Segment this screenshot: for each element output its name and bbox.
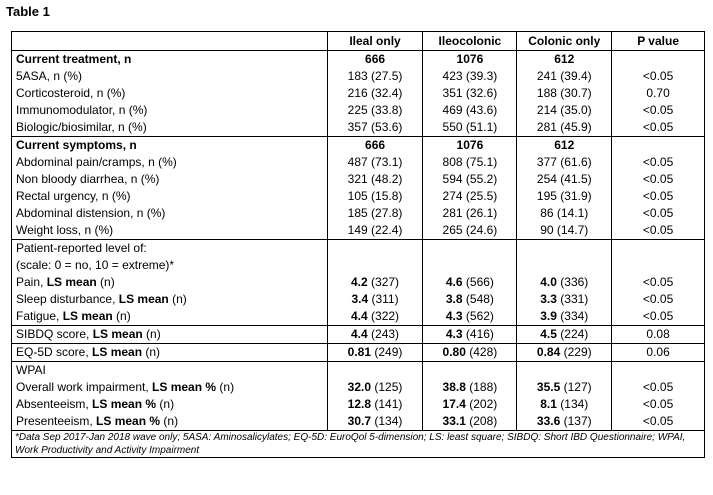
p-value: <0.05 xyxy=(642,380,674,394)
cell-value: 0.80 (428) xyxy=(442,345,498,359)
row-label: Biologic/biosimilar, n (%) xyxy=(16,120,147,134)
cell-value: 8.1 (134) xyxy=(540,397,589,411)
cell-value: 423 (39.3) xyxy=(442,69,498,83)
cell-value: 4.0 (336) xyxy=(540,275,589,289)
p-value: <0.05 xyxy=(642,292,674,306)
column-header-row xyxy=(12,32,705,51)
section-symptoms xyxy=(12,137,705,240)
row-label: Abdominal distension, n (%) xyxy=(16,206,166,220)
row-label: Presenteeism, LS mean % (n) xyxy=(16,414,179,428)
cell-value: 90 (14.7) xyxy=(540,223,589,237)
cell-value: 183 (27.5) xyxy=(347,69,403,83)
cell-value: 33.6 (137) xyxy=(536,414,592,428)
cell-value: 4.4 (322) xyxy=(351,309,400,323)
row-label: Abdominal pain/cramps, n (%) xyxy=(16,155,177,169)
column-header: Ileocolonic xyxy=(423,32,517,51)
p-value: <0.05 xyxy=(642,397,674,411)
row-label: Sleep disturbance, LS mean (n) xyxy=(16,292,187,306)
row-label: Non bloody diarrhea, n (%) xyxy=(16,172,160,186)
cell-value: 216 (32.4) xyxy=(347,86,403,100)
cell-value: 469 (43.6) xyxy=(442,103,498,117)
section-header-value: 1076 xyxy=(456,52,484,66)
cell-value: 214 (35.0) xyxy=(536,103,592,117)
section-intro: Patient-reported level of: xyxy=(16,241,147,255)
p-value: <0.05 xyxy=(642,414,674,428)
p-value: <0.05 xyxy=(642,206,674,220)
cell-value: 3.3 (331) xyxy=(540,292,589,306)
row-label: Weight loss, n (%) xyxy=(16,223,114,237)
cell-value: 4.5 (224) xyxy=(540,327,589,341)
cell-value: 4.3 (416) xyxy=(445,327,494,341)
cell-value: 594 (55.2) xyxy=(442,172,498,186)
section-header-value: 666 xyxy=(365,52,386,66)
cell-value: 351 (32.6) xyxy=(442,86,498,100)
row-label: Corticosteroid, n (%) xyxy=(16,86,126,100)
cell-value: 4.3 (562) xyxy=(445,309,494,323)
cell-value: 38.8 (188) xyxy=(442,380,498,394)
cell-value: 281 (45.9) xyxy=(536,120,592,134)
row-label: Absenteeism, LS mean % (n) xyxy=(16,397,175,411)
cell-value: 12.8 (141) xyxy=(347,397,403,411)
cell-value: 35.5 (127) xyxy=(536,380,592,394)
p-value: <0.05 xyxy=(642,223,674,237)
cell-value: 3.8 (548) xyxy=(445,292,494,306)
row-label: Rectal urgency, n (%) xyxy=(16,189,131,203)
section-header-value: 666 xyxy=(365,138,386,152)
row-label: 5ASA, n (%) xyxy=(16,69,83,83)
footnote-row xyxy=(12,431,705,458)
cell-value: 357 (53.6) xyxy=(347,120,403,134)
p-value: <0.05 xyxy=(642,275,674,289)
cell-value: 281 (26.1) xyxy=(442,206,498,220)
cell-value: 0.84 (229) xyxy=(536,345,592,359)
p-value: <0.05 xyxy=(642,120,674,134)
section-treatment xyxy=(12,51,705,137)
p-value: <0.05 xyxy=(642,309,674,323)
p-value: <0.05 xyxy=(642,189,674,203)
column-header: P value xyxy=(612,32,705,51)
section-patient-reported xyxy=(12,240,705,326)
cell-value: 4.6 (566) xyxy=(445,275,494,289)
cell-value: 3.9 (334) xyxy=(540,309,589,323)
row-label: EQ-5D score, LS mean (n) xyxy=(16,345,161,359)
cell-value: 30.7 (134) xyxy=(347,414,403,428)
cell-value: 0.81 (249) xyxy=(347,345,403,359)
p-value: 0.70 xyxy=(646,86,670,100)
cell-value: 3.4 (311) xyxy=(351,292,399,306)
row-sibdq xyxy=(12,326,705,344)
cell-value: 32.0 (125) xyxy=(347,380,403,394)
column-header xyxy=(12,32,328,51)
cell-value: 4.4 (243) xyxy=(351,327,400,341)
cell-value: 487 (73.1) xyxy=(347,155,403,169)
cell-value: 33.1 (208) xyxy=(442,414,498,428)
section-header-label: WPAI xyxy=(16,363,46,377)
section-wpai xyxy=(12,362,705,431)
section-header-label: Current treatment, n xyxy=(16,52,132,66)
p-value: <0.05 xyxy=(642,172,674,186)
cell-value: 17.4 (202) xyxy=(442,397,498,411)
p-value: <0.05 xyxy=(642,103,674,117)
cell-value: 188 (30.7) xyxy=(536,86,592,100)
cell-value: 241 (39.4) xyxy=(536,69,592,83)
section-header-value: 612 xyxy=(554,52,575,66)
column-header: Colonic only xyxy=(517,32,612,51)
footnote: *Data Sep 2017-Jan 2018 wave only; 5ASA: Aminosalicylates; EQ-5D: EuroQol 5-dimension; LS: least square; SIBDQ: Short IBD Questionnaire; WPAI, Work Productivity and Activity Impairment xyxy=(12,431,705,458)
cell-value: 4.2 (327) xyxy=(351,275,400,289)
cell-value: 808 (75.1) xyxy=(442,155,498,169)
cell-value: 86 (14.1) xyxy=(540,206,589,220)
section-intro-scale: (scale: 0 = no, 10 = extreme)* xyxy=(16,258,175,272)
data-table xyxy=(11,31,705,458)
p-value: <0.05 xyxy=(642,69,674,83)
row-label: Overall work impairment, LS mean % (n) xyxy=(16,380,235,394)
table-title: Table 1 xyxy=(6,4,50,19)
cell-value: 195 (31.9) xyxy=(536,189,592,203)
p-value: <0.05 xyxy=(642,155,674,169)
row-label: SIBDQ score, LS mean (n) xyxy=(16,327,161,341)
cell-value: 225 (33.8) xyxy=(347,103,403,117)
cell-value: 274 (25.5) xyxy=(442,189,498,203)
cell-value: 321 (48.2) xyxy=(347,172,403,186)
row-label: Fatigue, LS mean (n) xyxy=(16,309,131,323)
p-value: 0.08 xyxy=(646,327,670,341)
row-eq5d xyxy=(12,344,705,362)
cell-value: 149 (22.4) xyxy=(347,223,403,237)
section-header-label: Current symptoms, n xyxy=(16,138,137,152)
column-header: Ileal only xyxy=(327,32,423,51)
p-value: 0.06 xyxy=(646,345,670,359)
cell-value: 265 (24.6) xyxy=(442,223,498,237)
row-label: Pain, LS mean (n) xyxy=(16,275,115,289)
cell-value: 105 (15.8) xyxy=(347,189,403,203)
cell-value: 550 (51.1) xyxy=(442,120,498,134)
cell-value: 254 (41.5) xyxy=(536,172,592,186)
section-header-value: 612 xyxy=(554,138,575,152)
cell-value: 185 (27.8) xyxy=(347,206,403,220)
cell-value: 377 (61.6) xyxy=(536,155,592,169)
row-label: Immunomodulator, n (%) xyxy=(16,103,148,117)
section-header-value: 1076 xyxy=(456,138,484,152)
